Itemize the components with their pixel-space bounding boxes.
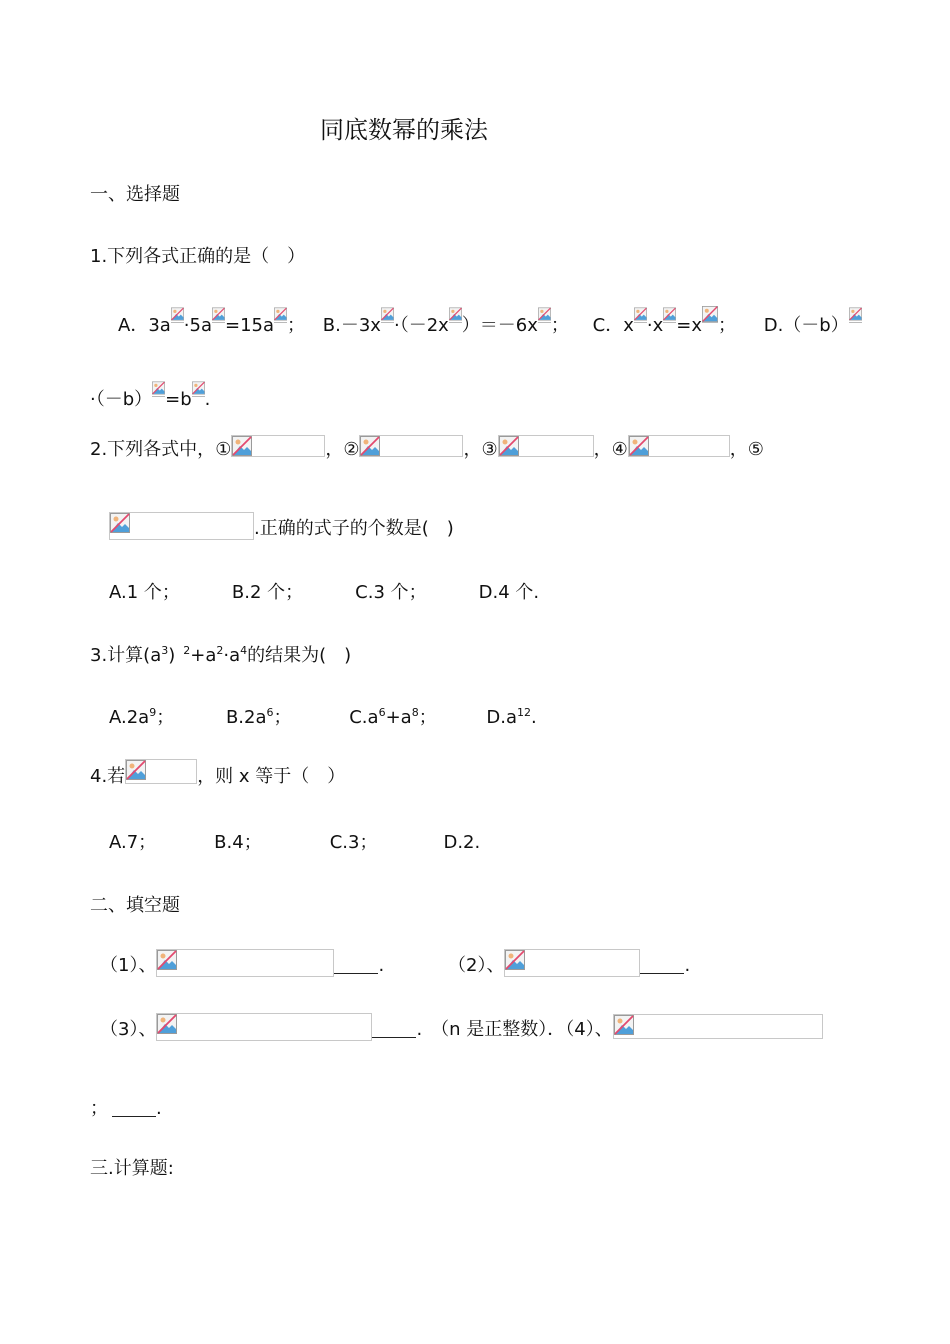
q1-option-b: B.－3x ·（－2x ）＝－6x ；: [323, 315, 575, 336]
broken-image-icon: [212, 306, 225, 328]
question-4-options: [109, 828, 480, 854]
q4-option-b: B.4；: [214, 832, 262, 853]
q4-option-d: D.2.: [443, 832, 481, 853]
formula-image-placeholder: [359, 435, 463, 457]
broken-image-icon: [629, 436, 649, 456]
broken-image-icon: [232, 436, 252, 456]
q1-option-a: A．3a ·5a =15a ；: [118, 315, 311, 336]
formula-image-placeholder: [125, 759, 197, 784]
broken-image-icon: [157, 950, 177, 970]
broken-image-icon: [192, 380, 205, 402]
broken-image-icon: [360, 436, 380, 456]
broken-image-icon: [505, 950, 525, 970]
question-1-option-d-continued: ·（－b） =b .: [90, 380, 210, 411]
broken-image-icon: [614, 1015, 634, 1035]
q2-option-a: A.1 个；: [109, 582, 180, 603]
broken-image-icon: [663, 306, 676, 328]
question-4-stem: 4.若 ，则 x 等于（ ）: [90, 759, 345, 788]
broken-image-icon: [849, 306, 862, 328]
question-2-stem: 2.下列各式中，① ，② ，③ ，④ ，⑤: [90, 435, 764, 461]
formula-image-placeholder: [628, 435, 730, 457]
fill-item-2: （2）、 .: [448, 949, 690, 977]
broken-image-icon: [171, 306, 184, 328]
q4-option-c: C.3；: [329, 832, 378, 853]
broken-image-icon: [499, 436, 519, 456]
broken-image-icon: [274, 306, 287, 328]
broken-image-icon: [449, 306, 462, 328]
formula-image-placeholder: [231, 435, 325, 457]
broken-image-icon: [702, 306, 718, 328]
broken-image-icon: [538, 306, 551, 328]
q2-option-c: C.3 个；: [355, 582, 427, 603]
q2-option-d: D.4 个.: [478, 582, 540, 603]
question-2-tail: .正确的式子的个数是( ): [109, 512, 454, 540]
answer-blank[interactable]: [112, 1100, 156, 1117]
question-2-options: [109, 578, 539, 604]
broken-image-icon: [126, 760, 146, 780]
question-1-options-line: [118, 306, 862, 337]
page-title: 同底数幂的乘法: [320, 116, 488, 144]
q3-option-c: $C.a^6+a^8$；: [349, 706, 437, 728]
q3-option-b: $B.2a^6$；: [225, 706, 292, 728]
fill-item-3-and-4: （3）、 . （n 是正整数）．（4）、: [100, 1013, 823, 1041]
answer-blank[interactable]: [640, 957, 684, 974]
broken-image-icon: [157, 1014, 177, 1034]
section-heading-calc: 三.计算题:: [90, 1158, 174, 1179]
formula-image-placeholder: [504, 949, 640, 977]
broken-image-icon: [634, 306, 647, 328]
section-heading-choice: 一、选择题: [90, 184, 180, 205]
formula-image-placeholder: [498, 435, 594, 457]
q2-option-b: B.2 个；: [231, 582, 304, 603]
question-3-stem: 3.计算$(a^3)$ $^2+a^2\cdot a^4$的结果为( ): [90, 644, 352, 666]
section-heading-fill: 二、填空题: [90, 895, 180, 916]
answer-blank[interactable]: [334, 957, 378, 974]
formula-image-placeholder: [613, 1014, 823, 1039]
answer-blank[interactable]: [372, 1021, 416, 1038]
fill-item-1: （1）、 .: [100, 949, 384, 977]
formula-image-placeholder: [156, 949, 334, 977]
formula-image-placeholder: [109, 512, 254, 540]
broken-image-icon: [110, 513, 130, 533]
question-3-options: [109, 703, 537, 729]
formula-image-placeholder: [156, 1013, 372, 1041]
broken-image-icon: [152, 380, 165, 402]
fill-item-4-continued: ； .: [90, 1098, 162, 1119]
q4-option-a: A.7；: [109, 832, 157, 853]
q3-option-d: $D.a^{12}$.: [486, 706, 537, 728]
q1-option-c: C．x ·x =x ；: [593, 315, 742, 336]
q1-option-d: D.（－b）: [764, 315, 862, 336]
question-1-stem: 1.下列各式正确的是（ ）: [90, 246, 306, 267]
broken-image-icon: [381, 306, 394, 328]
q3-option-a: $A.2a^9$；: [109, 706, 175, 728]
